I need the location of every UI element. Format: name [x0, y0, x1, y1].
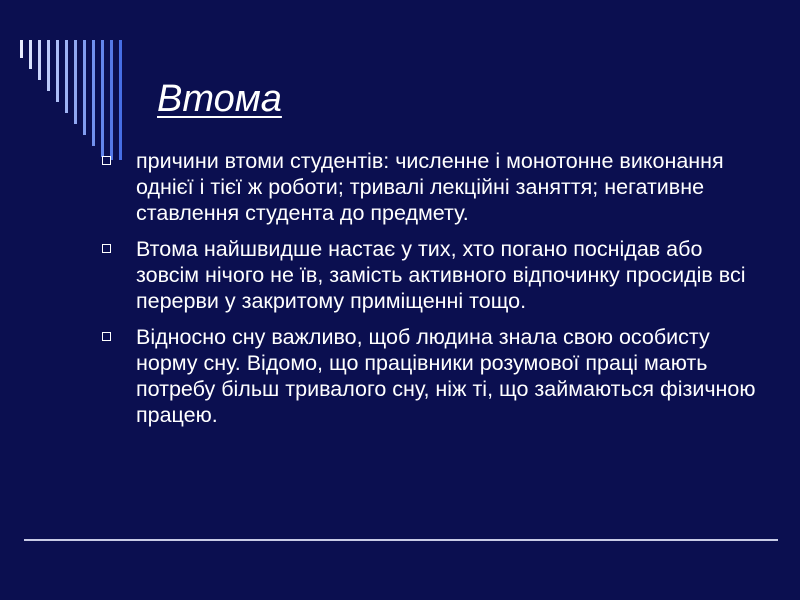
stripe: [119, 40, 122, 160]
stripe: [83, 40, 86, 135]
footer-divider: [24, 539, 778, 541]
stripe: [56, 40, 59, 102]
bullet-item: [98, 324, 758, 428]
square-bullet-icon: [102, 156, 111, 165]
stripe: [110, 40, 113, 160]
stripe: [92, 40, 95, 146]
bullet-text: Втома найшвидше настає у тих, хто погано поснідав або зовсім нічого не їв, замість активного відпочинку просидів всі перерви у закритому приміщенні тощо.: [136, 237, 746, 313]
bullet-list: [98, 148, 758, 438]
square-bullet-icon: [102, 332, 111, 341]
stripe: [74, 40, 77, 124]
bullet-text: Відносно сну важливо, щоб людина знала свою особисту норму сну. Відомо, що працівники розумової праці мають потребу більш тривалого сну, ніж ті, що займаються фізичною працею.: [136, 325, 756, 427]
stripe: [47, 40, 50, 91]
stripe: [29, 40, 32, 69]
square-bullet-icon: [102, 244, 111, 253]
decorative-stripes: [0, 0, 140, 160]
stripe: [38, 40, 41, 80]
slide-title: Втома: [157, 78, 282, 120]
bullet-item: [98, 236, 758, 314]
bullet-text: причини втоми студентів: численне і монотонне виконання однієї і тієї ж роботи; тривалі лекційні заняття; негативне ставлення студента до предмету.: [136, 149, 724, 225]
stripe: [65, 40, 68, 113]
stripe: [20, 40, 23, 58]
stripe: [101, 40, 104, 157]
bullet-item: [98, 148, 758, 226]
